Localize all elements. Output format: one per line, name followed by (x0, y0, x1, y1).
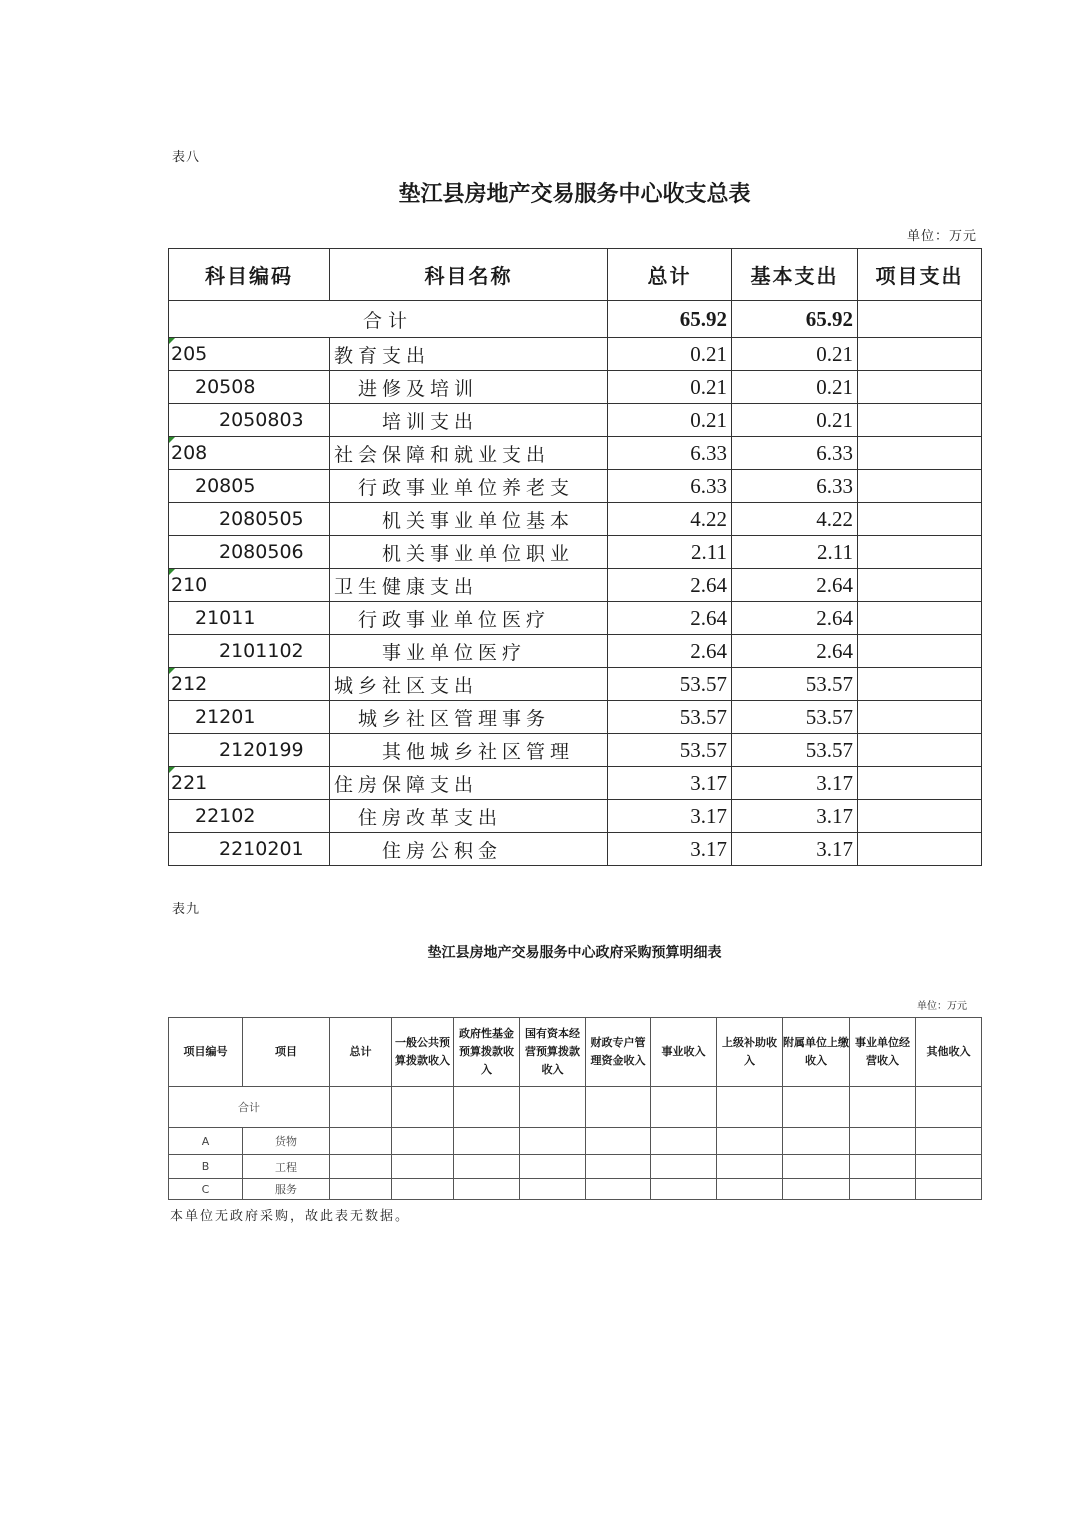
row-name: 培训支出 (330, 404, 608, 437)
row-total: 3.17 (608, 767, 732, 800)
table8-row (169, 602, 982, 635)
row-project (858, 635, 982, 668)
table9-header-row (169, 1018, 982, 1087)
row-project (858, 437, 982, 470)
row-code: 20508 (169, 371, 330, 404)
table8-header-row (169, 249, 982, 301)
table8-row (169, 569, 982, 602)
procurement-table (168, 1017, 982, 1200)
table8-row (169, 635, 982, 668)
table8-title: 垫江县房地产交易服务中心收支总表 (398, 181, 751, 207)
row-basic: 4.22 (732, 503, 858, 536)
table8-label: 表八 (172, 150, 201, 165)
row-total: 6.33 (608, 470, 732, 503)
row-project (858, 833, 982, 866)
row-code: 2101102 (169, 635, 330, 668)
table9-label: 表九 (172, 902, 201, 917)
row-code: 212 (169, 668, 330, 701)
row-project (858, 767, 982, 800)
table9-row (169, 1128, 982, 1155)
row-code: 2210201 (169, 833, 330, 866)
row-basic: 0.21 (732, 371, 858, 404)
row-name: 行政事业单位医疗 (330, 602, 608, 635)
row-total: 4.22 (608, 503, 732, 536)
row-code: B (169, 1155, 243, 1179)
row-item: 货物 (243, 1128, 330, 1155)
row-total: 2.64 (608, 635, 732, 668)
table8-row (169, 800, 982, 833)
table8-row (169, 833, 982, 866)
table9-unit: 单位：万元 (917, 1001, 967, 1012)
row-basic: 2.64 (732, 569, 858, 602)
table8-row (169, 668, 982, 701)
table8-row (169, 503, 982, 536)
row-project (858, 734, 982, 767)
row-code: 2080505 (169, 503, 330, 536)
row-project (858, 338, 982, 371)
table8-row (169, 371, 982, 404)
row-project (858, 371, 982, 404)
row-name: 社会保障和就业支出 (330, 437, 608, 470)
row-basic: 6.33 (732, 437, 858, 470)
row-basic: 53.57 (732, 668, 858, 701)
row-name: 其他城乡社区管理 (330, 734, 608, 767)
row-total: 3.17 (608, 800, 732, 833)
row-basic: 3.17 (732, 800, 858, 833)
row-basic: 2.11 (732, 536, 858, 569)
row-name: 城乡社区管理事务 (330, 701, 608, 734)
row-basic: 53.57 (732, 734, 858, 767)
table8-row (169, 338, 982, 371)
header-name: 科目名称 (330, 249, 608, 301)
row-name: 教育支出 (330, 338, 608, 371)
row-total: 2.11 (608, 536, 732, 569)
header-total: 总计 (608, 249, 732, 301)
row-code: 21011 (169, 602, 330, 635)
row-basic: 2.64 (732, 635, 858, 668)
header-item: 项目 (243, 1018, 330, 1087)
row-basic: 6.33 (732, 470, 858, 503)
table9-row (169, 1179, 982, 1200)
row-item: 工程 (243, 1155, 330, 1179)
row-code: 2080506 (169, 536, 330, 569)
row-total: 6.33 (608, 437, 732, 470)
row-project (858, 800, 982, 833)
row-total: 0.21 (608, 371, 732, 404)
row-code: 210 (169, 569, 330, 602)
total-label: 合计 (169, 301, 608, 338)
row-item: 服务 (243, 1179, 330, 1200)
header-project: 项目支出 (858, 249, 982, 301)
row-code: 208 (169, 437, 330, 470)
row-code: 21201 (169, 701, 330, 734)
row-name: 进修及培训 (330, 371, 608, 404)
row-name: 住房改革支出 (330, 800, 608, 833)
header-affiliate-turnover: 附属单位上缴收入 (783, 1018, 850, 1087)
row-basic: 2.64 (732, 602, 858, 635)
header-general-budget: 一般公共预算拨款收入 (392, 1018, 454, 1087)
total-total: 65.92 (608, 301, 732, 338)
row-name: 事业单位医疗 (330, 635, 608, 668)
header-other-income: 其他收入 (916, 1018, 982, 1087)
row-total: 0.21 (608, 404, 732, 437)
table9-row (169, 1155, 982, 1179)
row-name: 卫生健康支出 (330, 569, 608, 602)
table8-row (169, 767, 982, 800)
row-total: 2.64 (608, 602, 732, 635)
header-total: 总计 (330, 1018, 392, 1087)
row-code: 2050803 (169, 404, 330, 437)
row-project (858, 701, 982, 734)
row-project (858, 569, 982, 602)
table8-unit: 单位：万元 (906, 229, 977, 244)
row-basic: 0.21 (732, 404, 858, 437)
row-name: 住房保障支出 (330, 767, 608, 800)
row-code: 20805 (169, 470, 330, 503)
total-row (169, 301, 982, 338)
table9-total-label: 合计 (169, 1087, 330, 1128)
row-total: 53.57 (608, 734, 732, 767)
header-item-code: 项目编号 (169, 1018, 243, 1087)
header-basic: 基本支出 (732, 249, 858, 301)
table9-title: 垫江县房地产交易服务中心政府采购预算明细表 (427, 945, 722, 961)
row-name: 住房公积金 (330, 833, 608, 866)
table8-row (169, 470, 982, 503)
row-code: 205 (169, 338, 330, 371)
row-name: 机关事业单位基本 (330, 503, 608, 536)
row-code: 2120199 (169, 734, 330, 767)
row-total: 3.17 (608, 833, 732, 866)
header-operating-income: 事业单位经营收入 (850, 1018, 916, 1087)
row-project (858, 503, 982, 536)
header-fund-budget: 政府性基金预算拨款收入 (454, 1018, 520, 1087)
header-business-income: 事业收入 (651, 1018, 717, 1087)
row-code: 22102 (169, 800, 330, 833)
row-name: 城乡社区支出 (330, 668, 608, 701)
row-total: 53.57 (608, 701, 732, 734)
total-project (858, 301, 982, 338)
row-name: 机关事业单位职业 (330, 536, 608, 569)
table8-row (169, 701, 982, 734)
row-total: 0.21 (608, 338, 732, 371)
table9-total-row (169, 1087, 982, 1128)
row-total: 2.64 (608, 569, 732, 602)
row-code: C (169, 1179, 243, 1200)
row-project (858, 470, 982, 503)
row-basic: 3.17 (732, 767, 858, 800)
row-total: 53.57 (608, 668, 732, 701)
row-project (858, 668, 982, 701)
income-expense-table (168, 248, 982, 866)
table8-row (169, 437, 982, 470)
row-name: 行政事业单位养老支 (330, 470, 608, 503)
table8-row (169, 404, 982, 437)
row-code: 221 (169, 767, 330, 800)
row-basic: 0.21 (732, 338, 858, 371)
row-project (858, 602, 982, 635)
row-basic: 53.57 (732, 701, 858, 734)
header-superior-subsidy: 上级补助收入 (717, 1018, 783, 1087)
row-project (858, 536, 982, 569)
header-special-account: 财政专户管理资金收入 (586, 1018, 651, 1087)
table8-row (169, 536, 982, 569)
table9-note: 本单位无政府采购，故此表无数据。 (170, 1209, 411, 1224)
table8-row (169, 734, 982, 767)
row-code: A (169, 1128, 243, 1155)
row-project (858, 404, 982, 437)
header-state-capital: 国有资本经营预算拨款收入 (520, 1018, 586, 1087)
total-basic: 65.92 (732, 301, 858, 338)
row-basic: 3.17 (732, 833, 858, 866)
header-code: 科目编码 (169, 249, 330, 301)
